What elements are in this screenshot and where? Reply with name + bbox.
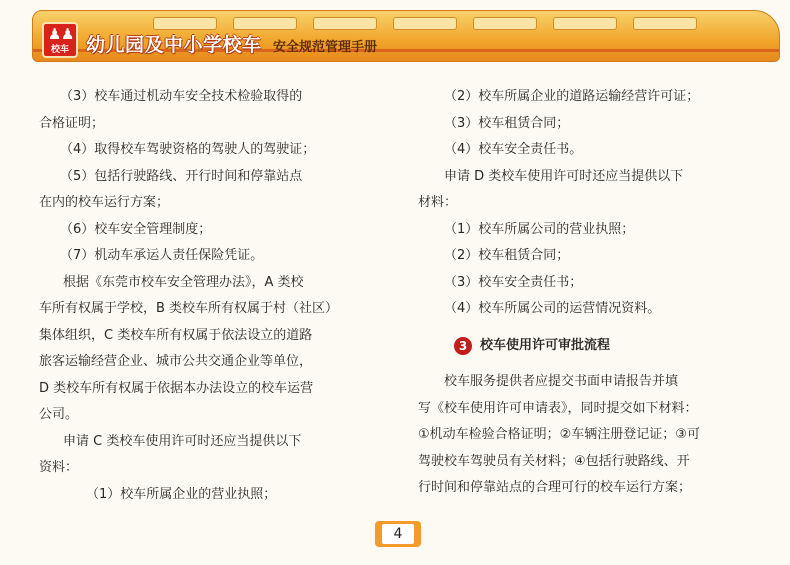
bus-window xyxy=(153,17,217,30)
text-line: （4）校车所属公司的运营情况资料。 xyxy=(444,301,661,316)
text-line: （1）校车所属企业的营业执照； xyxy=(86,486,277,502)
text-line: 材料： xyxy=(418,195,458,210)
book-title: 幼儿园及中小学校车 xyxy=(86,34,262,56)
text-line: 合格证明； xyxy=(39,115,105,131)
text-line: （4）取得校车驾驶资格的驾驶人的驾驶证； xyxy=(60,142,316,157)
text-line: （3）校车安全责任书； xyxy=(444,274,583,290)
right-column xyxy=(418,84,758,502)
text-line: 行时间和停靠站点的合理可行的校车运行方案； xyxy=(418,480,692,495)
bus-window xyxy=(553,17,617,30)
bus-window xyxy=(233,17,297,30)
page-number-badge xyxy=(375,519,421,549)
text-line: 公司。 xyxy=(39,407,79,422)
logo-text: 校车 xyxy=(50,45,69,55)
text-line: 车所有权属于学校，B 类校车所有权属于村（社区） xyxy=(39,301,339,316)
text-line: D 类校车所有权属于依据本办法设立的校车运营 xyxy=(39,380,314,396)
text-line: 驾驶校车驾驶员有关材料；④包括行驶路线、开 xyxy=(418,453,690,469)
section-title: 校车使用许可审批流程 xyxy=(480,337,611,353)
text-line: 资料： xyxy=(39,460,79,475)
left-column xyxy=(39,84,390,508)
child-figure-icon: ♟ xyxy=(61,25,75,43)
text-line: 集体组织，C 类校车所有权属于依法设立的道路 xyxy=(39,327,313,343)
child-figure-icon: ♟ xyxy=(48,25,62,43)
bus-window xyxy=(633,17,697,30)
text-line: 在内的校车运行方案； xyxy=(39,195,170,210)
bus-window xyxy=(313,17,377,30)
text-line: （2）校车租赁合同； xyxy=(444,248,570,263)
section-number-badge: 3 xyxy=(454,337,472,355)
text-line: （1）校车所属公司的营业执照； xyxy=(444,221,635,237)
section-heading xyxy=(454,333,758,360)
text-line: （6）校车安全管理制度； xyxy=(60,221,212,237)
text-line: （3）校车租赁合同； xyxy=(444,115,570,131)
text-line: 旅客运输经营企业、城市公共交通企业等单位， xyxy=(39,354,313,369)
school-bus-logo xyxy=(42,22,78,58)
text-line: （4）校车安全责任书。 xyxy=(444,142,583,157)
text-line: （3）校车通过机动车安全技术检验取得的 xyxy=(60,89,303,104)
text-line: （7）机动车承运人责任保险凭证。 xyxy=(60,248,264,263)
text-line: 申请 C 类校车使用许可时还应当提供以下 xyxy=(63,433,302,449)
text-line: 申请 D 类校车使用许可时还应当提供以下 xyxy=(444,168,684,184)
page-header xyxy=(0,0,790,70)
bus-window xyxy=(393,17,457,30)
text-line: 写《校车使用许可申请表》，同时提交如下材料： xyxy=(418,400,698,416)
page-number: 4 xyxy=(382,524,414,544)
text-line: 校车服务提供者应提交书面申请报告并填 xyxy=(444,374,679,389)
text-line: 根据《东莞市校车安全管理办法》，A 类校 xyxy=(63,274,304,290)
bus-window xyxy=(473,17,537,30)
text-line: （2）校车所属企业的道路运输经营许可证； xyxy=(444,89,700,104)
text-line: （5）包括行驶路线、开行时间和停靠站点 xyxy=(60,168,303,184)
book-subtitle: 安全规范管理手册 xyxy=(273,40,378,55)
text-line: ①机动车检验合格证明；②车辆注册登记证；③可 xyxy=(418,427,700,442)
